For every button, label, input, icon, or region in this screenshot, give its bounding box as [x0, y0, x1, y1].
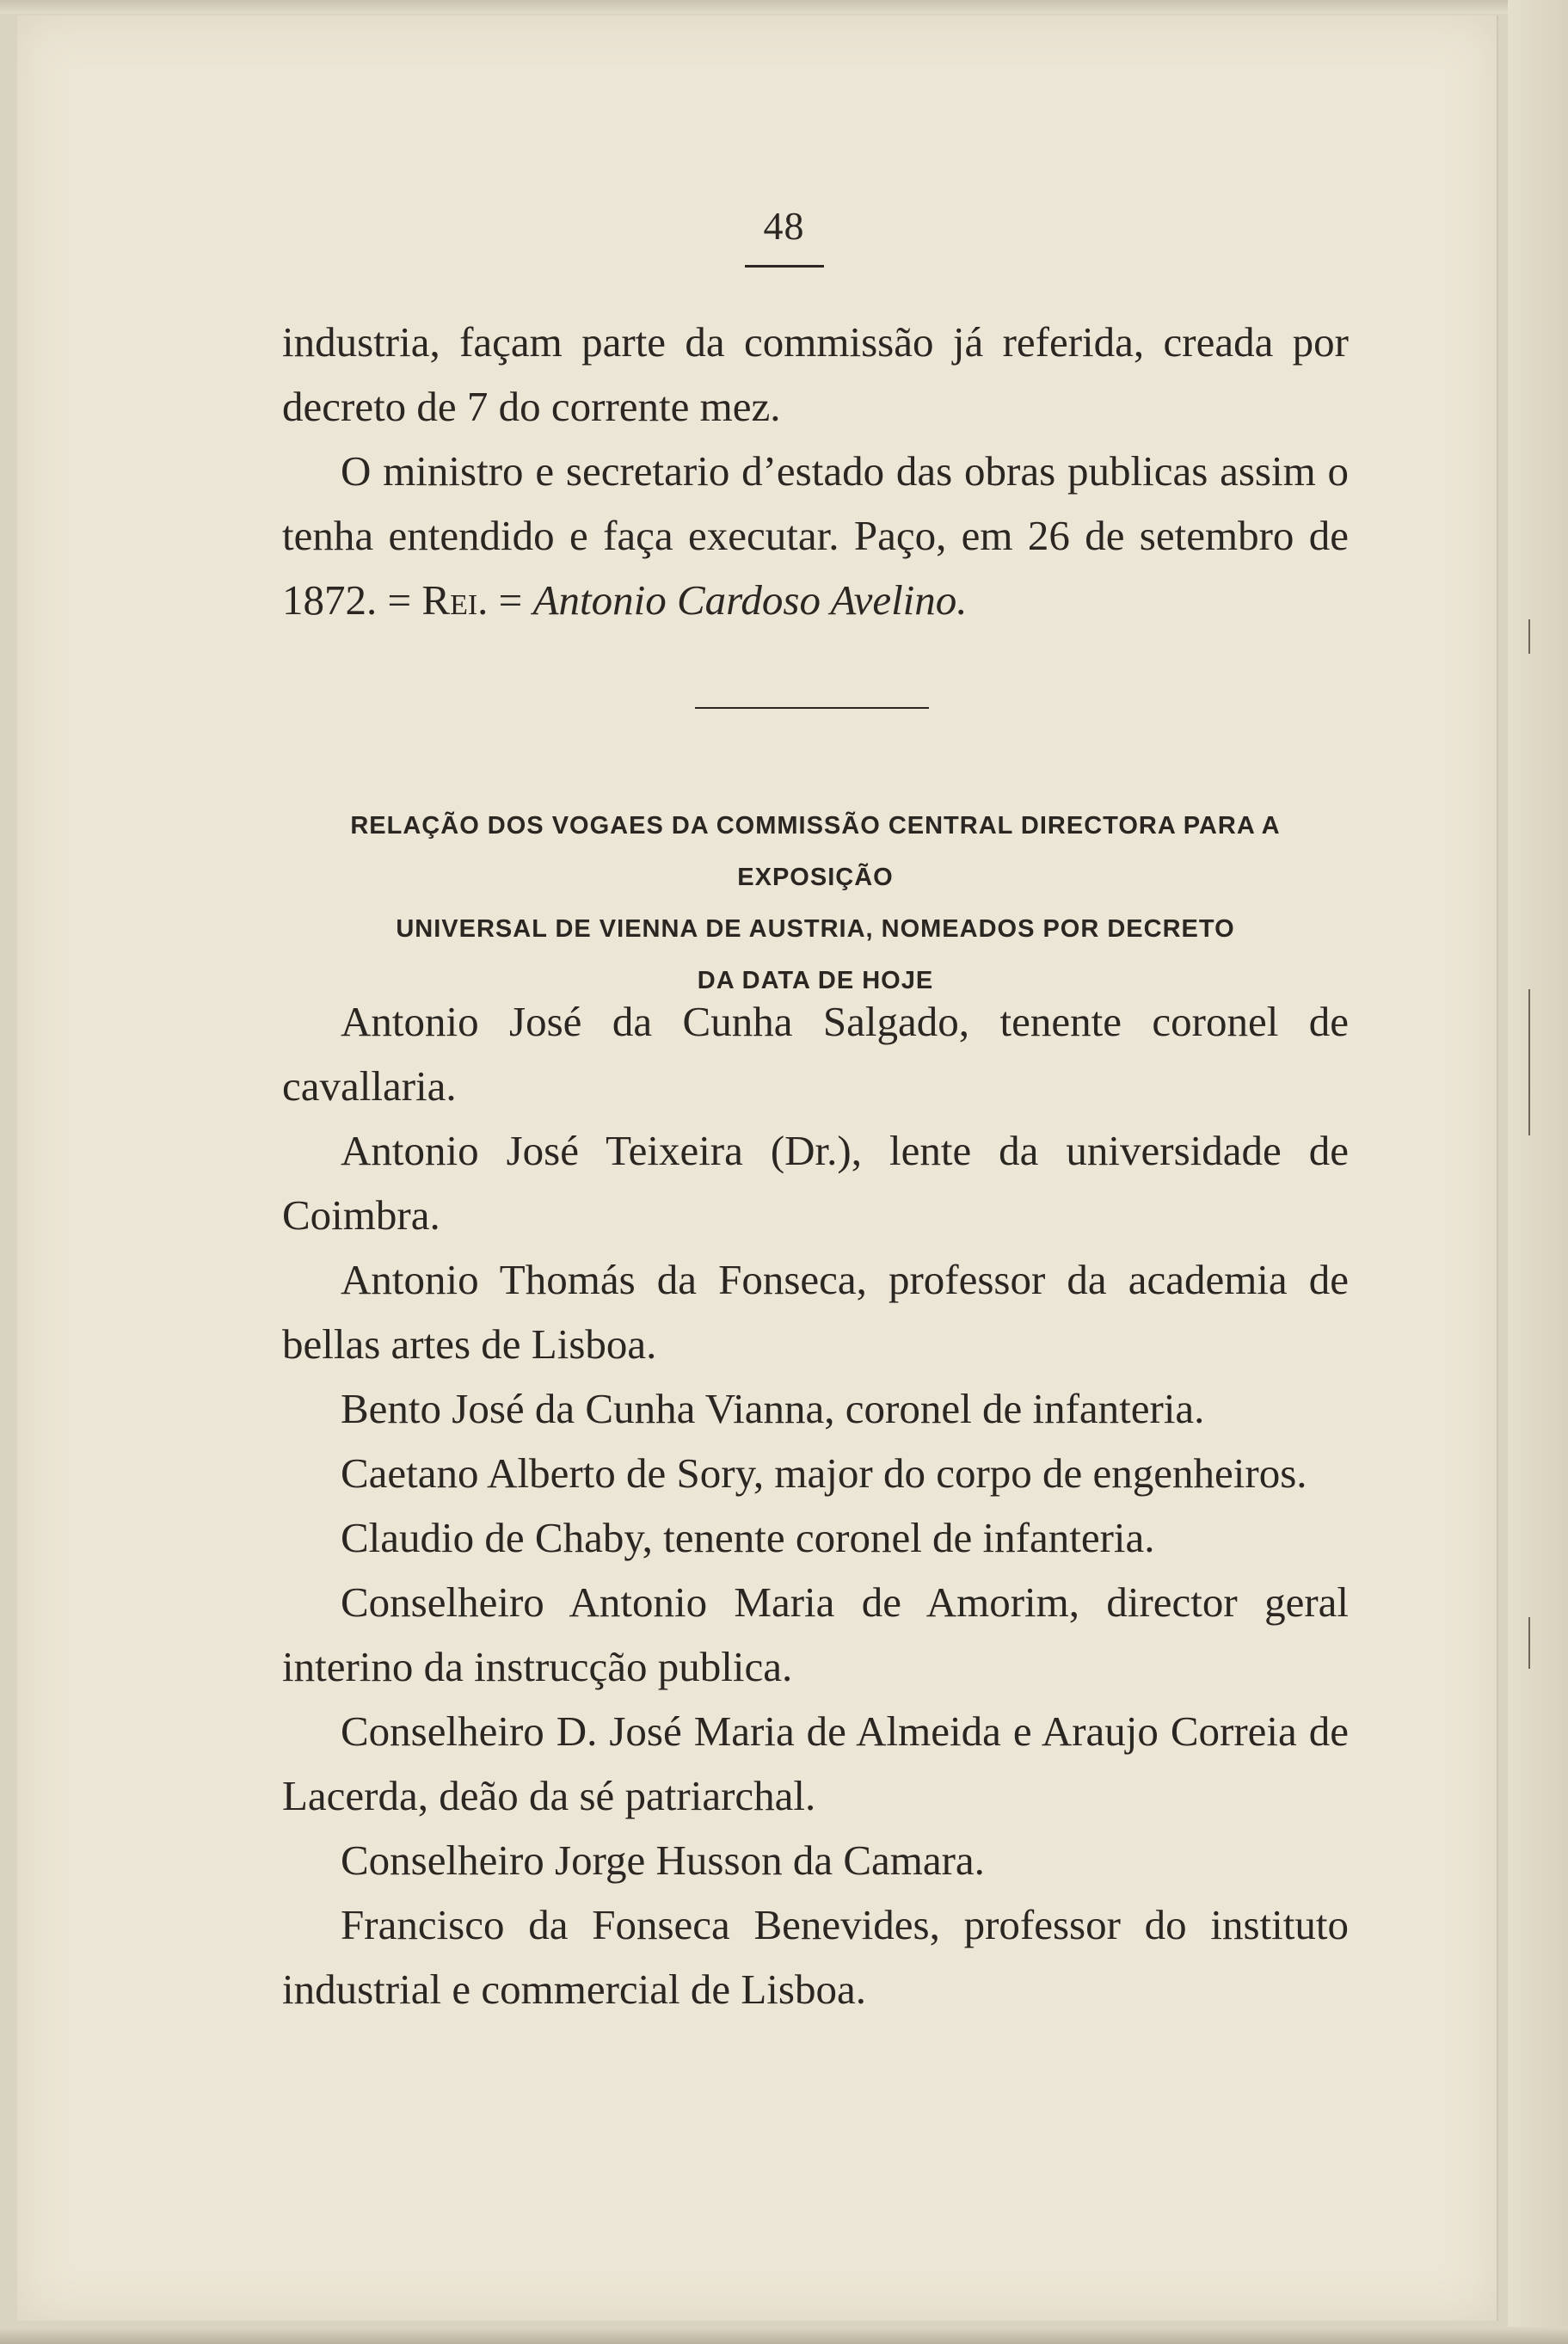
list-item: Caetano Alberto de Sory, major do corpo de engenheiros. — [341, 1449, 1307, 1497]
edge-mark — [1528, 619, 1530, 654]
list-item: Conselheiro D. José Maria de Almeida e Araujo Correia de Lacerda, deão da sé patriarchal. — [282, 1707, 1349, 1819]
section-divider — [695, 707, 929, 709]
book-top-edge — [0, 0, 1568, 14]
opening-text — [282, 310, 1349, 632]
list-item: Conselheiro Jorge Husson da Camara. — [341, 1836, 985, 1884]
paragraph-continuation: industria, façam parte da commissão já referida, creada por decreto de 7 do corrente mez. — [282, 318, 1349, 430]
decree-text: O ministro e secretario d’estado das obras publicas assim o tenha entendido e faça executar. Paço, em 26 de setembro de 1872. = — [282, 447, 1349, 624]
minister-signature: Antonio Cardoso Avelino. — [532, 576, 968, 624]
edge-mark — [1528, 1617, 1530, 1669]
book-right-edge — [1508, 0, 1568, 2344]
members-list — [282, 989, 1349, 2021]
list-item: Antonio José da Cunha Salgado, tenente coronel de cavallaria. — [282, 998, 1349, 1110]
section-heading — [282, 800, 1349, 1006]
list-item: Claudio de Chaby, tenente coronel de infanteria. — [341, 1514, 1155, 1561]
heading-line-1: RELAÇÃO DOS VOGAES DA COMMISSÃO CENTRAL DIRECTORA PARA A EXPOSIÇÃO — [350, 812, 1281, 891]
edge-mark — [1528, 989, 1530, 1135]
heading-line-3: DA DATA DE HOJE — [697, 967, 934, 994]
page-number: 48 — [763, 204, 805, 248]
signature-separator: . = — [477, 576, 533, 624]
list-item: Antonio Thomás da Fonseca, professor da academia de bellas artes de Lisboa. — [282, 1256, 1349, 1368]
book-bottom-edge — [0, 2327, 1568, 2344]
page-number-rule — [745, 265, 824, 268]
heading-line-2: UNIVERSAL DE VIENNA DE AUSTRIA, NOMEADOS POR DECRETO — [396, 915, 1235, 943]
list-item: Antonio José Teixeira (Dr.), lente da universidade de Coimbra. — [282, 1127, 1349, 1239]
list-item: Conselheiro Antonio Maria de Amorim, director geral interino da instrucção publica. — [282, 1578, 1349, 1690]
rei-signature: Rei — [421, 576, 478, 624]
list-item: Bento José da Cunha Vianna, coronel de infanteria. — [341, 1385, 1205, 1432]
list-item: Francisco da Fonseca Benevides, professor do instituto industrial e commercial de Lisboa. — [282, 1901, 1349, 2013]
paragraph-decree — [282, 439, 1349, 632]
